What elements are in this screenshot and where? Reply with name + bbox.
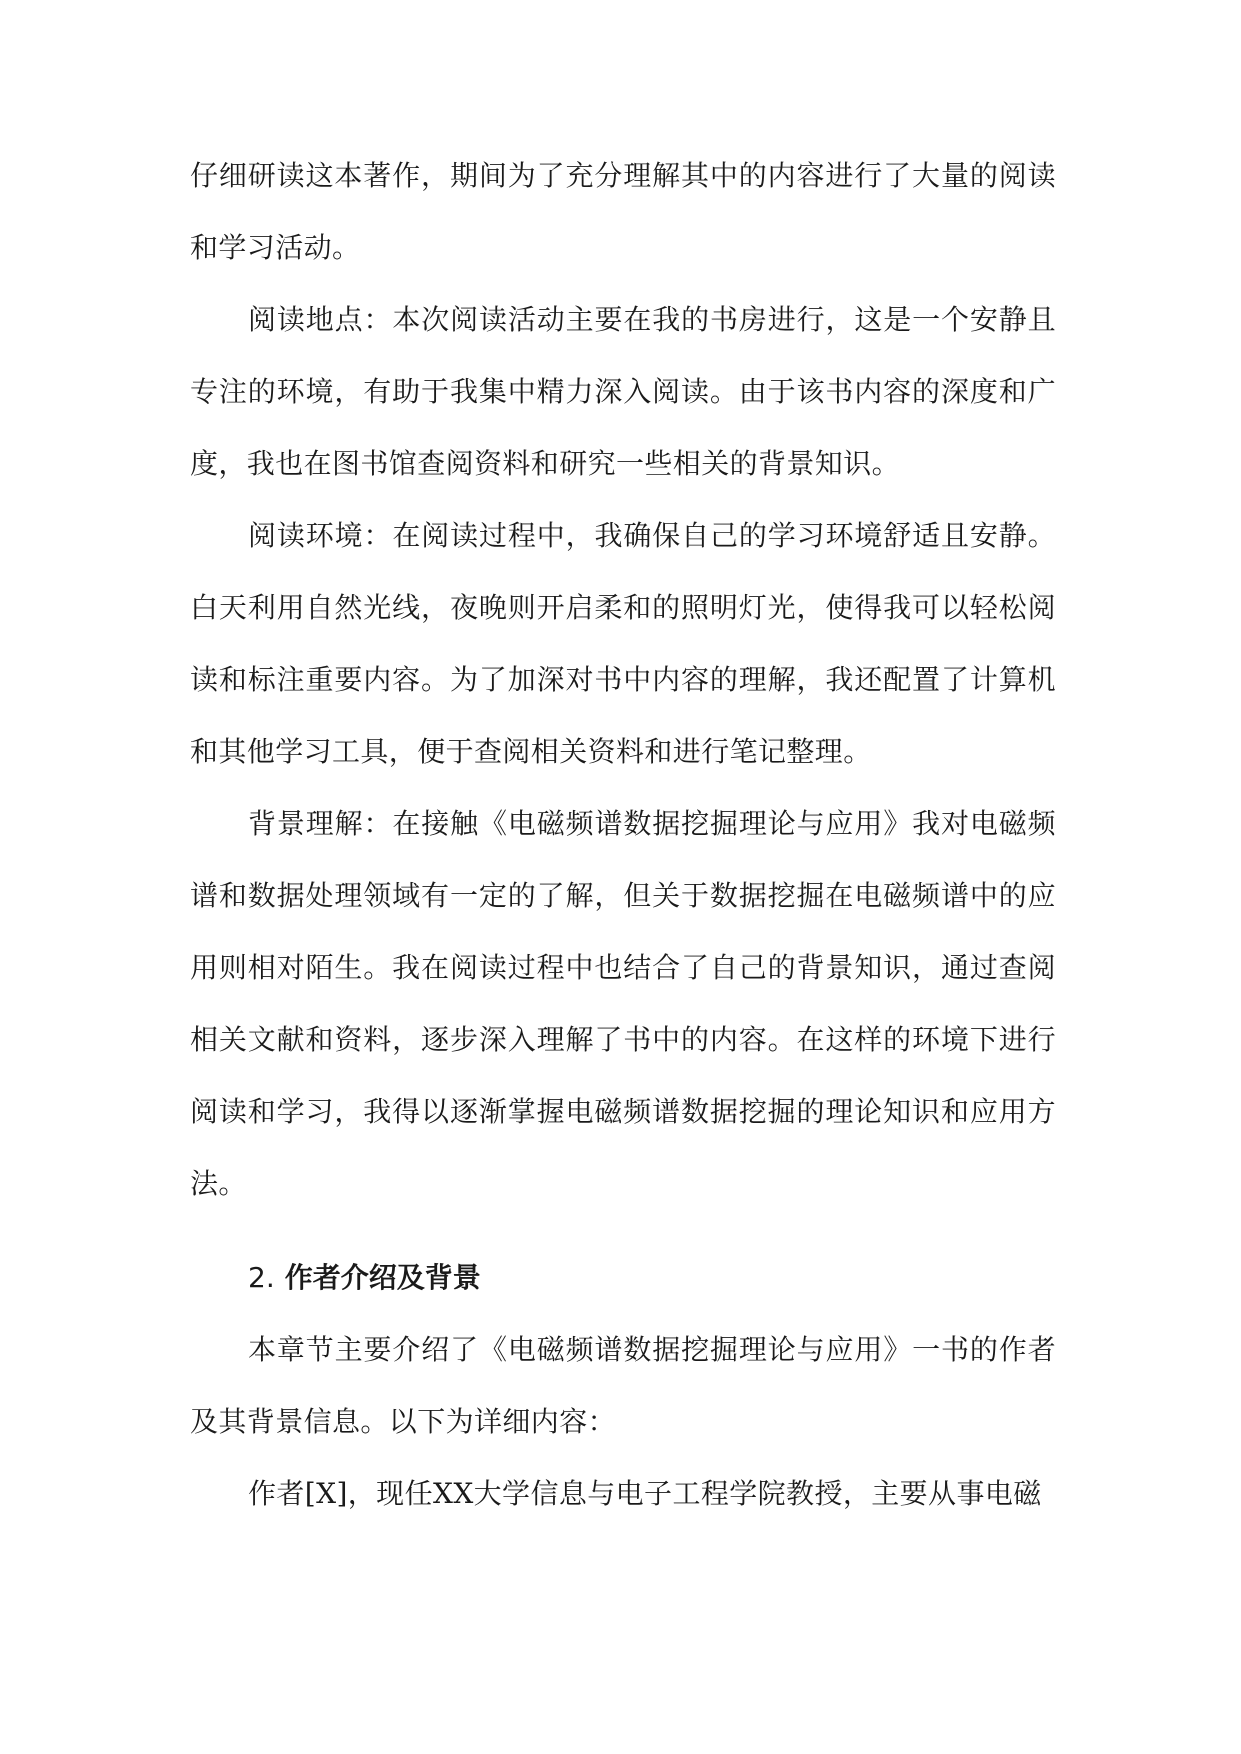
paragraph-background-understanding: 背景理解：在接触《电磁频谱数据挖掘理论与应用》我对电磁频谱和数据处理领域有一定的了解，但关于数据挖掘在电磁频谱中的应用则相对陌生。我在阅读过程中也结合了自己的背景知识，通过查阅相关文献和资料，逐步深入理解了书中的内容。在这样的环境下进行阅读和学习，我得以逐渐掌握电磁频谱数据挖掘的理论知识和应用方法。: [190, 807, 1056, 1200]
document-body: [190, 140, 1056, 1530]
paragraph-reading-location: 阅读地点：本次阅读活动主要在我的书房进行，这是一个安静且专注的环境，有助于我集中精力深入阅读。由于该书内容的深度和广度，我也在图书馆查阅资料和研究一些相关的背景知识。: [190, 303, 1056, 480]
paragraph-author-intro: 作者[X]，现任XX大学信息与电子工程学院教授，主要从事电磁: [248, 1477, 1042, 1510]
paragraph-chapter-intro: 本章节主要介绍了《电磁频谱数据挖掘理论与应用》一书的作者及其背景信息。以下为详细内容：: [190, 1333, 1056, 1438]
section-number: 2.: [248, 1261, 275, 1294]
paragraph-continuation: 仔细研读这本著作，期间为了充分理解其中的内容进行了大量的阅读和学习活动。: [190, 159, 1056, 264]
paragraph-reading-environment: 阅读环境：在阅读过程中，我确保自己的学习环境舒适且安静。白天利用自然光线，夜晚则开启柔和的照明灯光，使得我可以轻松阅读和标注重要内容。为了加深对书中内容的理解，我还配置了计算机和其他学习工具，便于查阅相关资料和进行笔记整理。: [190, 519, 1056, 768]
section-title: 作者介绍及背景: [284, 1261, 481, 1294]
section-heading: [190, 1242, 1056, 1314]
